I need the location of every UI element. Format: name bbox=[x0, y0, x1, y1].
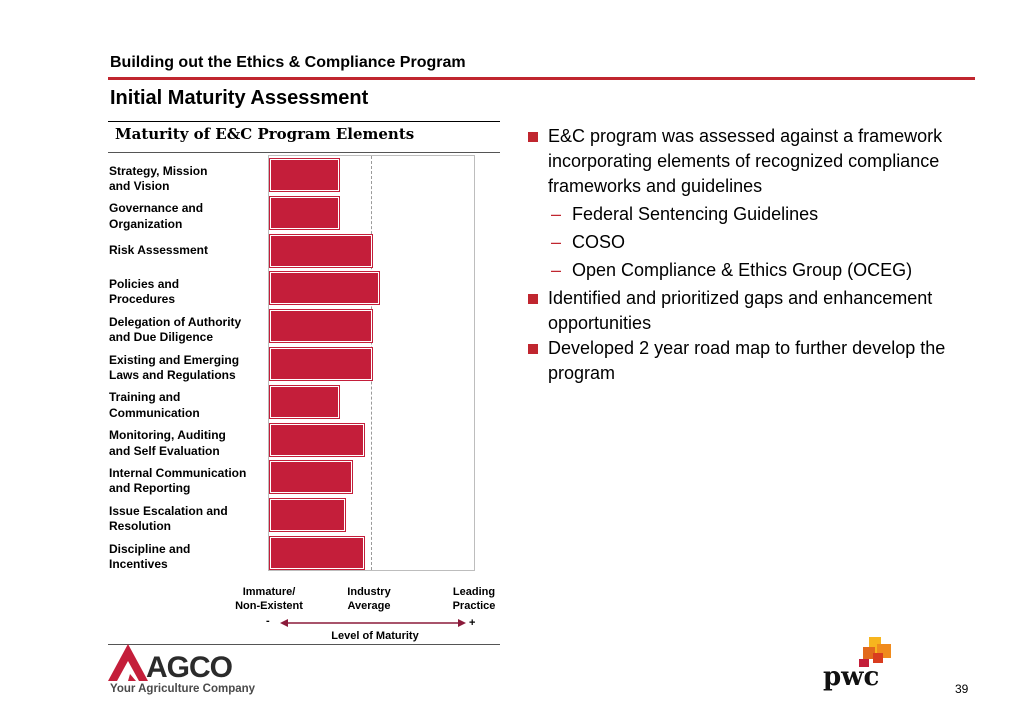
bullet-item bbox=[524, 336, 994, 386]
sub-bullet-text: COSO bbox=[572, 232, 626, 252]
square-bullet-icon bbox=[528, 132, 538, 142]
bar bbox=[270, 424, 364, 456]
x-tick-label bbox=[324, 585, 414, 613]
dash-bullet-icon: – bbox=[551, 232, 562, 252]
deck-subtitle: Building out the Ethics & Compliance Program bbox=[110, 54, 466, 71]
bar bbox=[270, 235, 372, 267]
category-label-line: Monitoring, Auditing bbox=[109, 428, 226, 443]
category-label bbox=[109, 504, 269, 535]
category-label-line: Governance and bbox=[109, 201, 204, 216]
bar bbox=[270, 499, 345, 531]
bullet-item bbox=[524, 286, 994, 336]
dash-bullet-icon: – bbox=[551, 204, 562, 224]
x-tick-label bbox=[224, 585, 314, 613]
x-tick-label-line: Leading bbox=[452, 586, 496, 598]
bar bbox=[270, 461, 352, 493]
x-tick-label-line: Practice bbox=[452, 600, 496, 612]
sub-bullet-item bbox=[524, 258, 994, 283]
category-label-line: Existing and Emerging bbox=[109, 352, 240, 367]
category-label bbox=[109, 466, 269, 497]
category-label bbox=[109, 428, 269, 459]
chart-title-rule bbox=[108, 152, 500, 153]
category-label-line: Laws and Regulations bbox=[109, 368, 236, 382]
x-tick-label-line: Industry bbox=[347, 586, 391, 598]
category-label-line: Risk Assessment bbox=[109, 242, 208, 257]
x-tick-label-line: Non-Existent bbox=[235, 600, 303, 612]
axis-title: Level of Maturity bbox=[331, 630, 419, 642]
x-tick-label bbox=[429, 585, 519, 613]
slide-title: Initial Maturity Assessment bbox=[110, 87, 369, 109]
title-divider bbox=[108, 77, 975, 80]
category-label-line: and Self Evaluation bbox=[109, 443, 220, 458]
bullet-text: Developed 2 year road map to further develop the program bbox=[548, 338, 946, 383]
page-number: 39 bbox=[955, 682, 969, 696]
bar bbox=[270, 537, 364, 569]
sub-bullet-text: Federal Sentencing Guidelines bbox=[572, 204, 819, 224]
category-label-line: Discipline and bbox=[109, 541, 191, 556]
square-bullet-icon bbox=[528, 344, 538, 354]
chart-title: Maturity of E&C Program Elements bbox=[115, 125, 415, 143]
bullet-item bbox=[524, 124, 994, 199]
bullet-list bbox=[524, 124, 994, 386]
category-label-line: Organization bbox=[109, 216, 183, 231]
category-label-line: and Due Diligence bbox=[109, 330, 214, 345]
category-label-line: Delegation of Authority bbox=[109, 314, 242, 329]
category-label bbox=[109, 243, 269, 259]
category-label-line: Policies and bbox=[109, 276, 180, 291]
agco-wordmark: AGCO bbox=[146, 651, 232, 684]
bar bbox=[270, 310, 372, 342]
pwc-logo bbox=[823, 635, 903, 693]
x-tick-label-line: Average bbox=[347, 600, 391, 612]
category-label-line: Strategy, Mission bbox=[109, 163, 208, 178]
bullet-text: E&C program was assessed against a framework incorporating elements of recognized compliance frameworks and guidelines bbox=[548, 126, 943, 196]
bar bbox=[270, 197, 339, 229]
agco-tagline: Your Agriculture Company bbox=[110, 683, 256, 695]
category-label-line: Training and bbox=[109, 390, 181, 405]
category-label bbox=[109, 164, 269, 195]
category-label-line: and Vision bbox=[109, 179, 170, 193]
category-label-line: Issue Escalation and bbox=[109, 503, 228, 518]
category-label bbox=[109, 542, 269, 573]
category-label-line: Incentives bbox=[109, 557, 168, 571]
category-label-line: Resolution bbox=[109, 519, 171, 534]
dash-bullet-icon: – bbox=[551, 260, 562, 280]
category-label-line: Internal Communication bbox=[109, 465, 247, 480]
agco-logo bbox=[108, 641, 260, 701]
bar bbox=[270, 348, 372, 380]
category-label-line: and Reporting bbox=[109, 481, 191, 496]
category-label bbox=[109, 315, 269, 346]
category-label-line: Communication bbox=[109, 405, 200, 420]
category-label bbox=[109, 277, 269, 308]
category-label bbox=[109, 353, 269, 384]
bar bbox=[270, 386, 339, 418]
square-bullet-icon bbox=[528, 294, 538, 304]
x-tick-label-line: Immature/ bbox=[242, 586, 296, 598]
category-label-line: Procedures bbox=[109, 292, 176, 307]
bar bbox=[270, 272, 379, 304]
bullet-text: Identified and prioritized gaps and enhancement opportunities bbox=[548, 288, 933, 333]
sub-bullet-text: Open Compliance & Ethics Group (OCEG) bbox=[572, 260, 913, 280]
sub-bullet-item bbox=[524, 230, 994, 255]
axis-plus-sign: + bbox=[469, 617, 476, 629]
maturity-axis-arrow bbox=[280, 617, 466, 629]
category-label bbox=[109, 201, 269, 232]
axis-minus-sign: - bbox=[266, 615, 270, 627]
chart-top-rule bbox=[108, 121, 500, 122]
sub-bullet-item bbox=[524, 202, 994, 227]
category-label bbox=[109, 390, 269, 421]
pwc-wordmark: pwc bbox=[823, 662, 880, 692]
bar bbox=[270, 159, 339, 191]
